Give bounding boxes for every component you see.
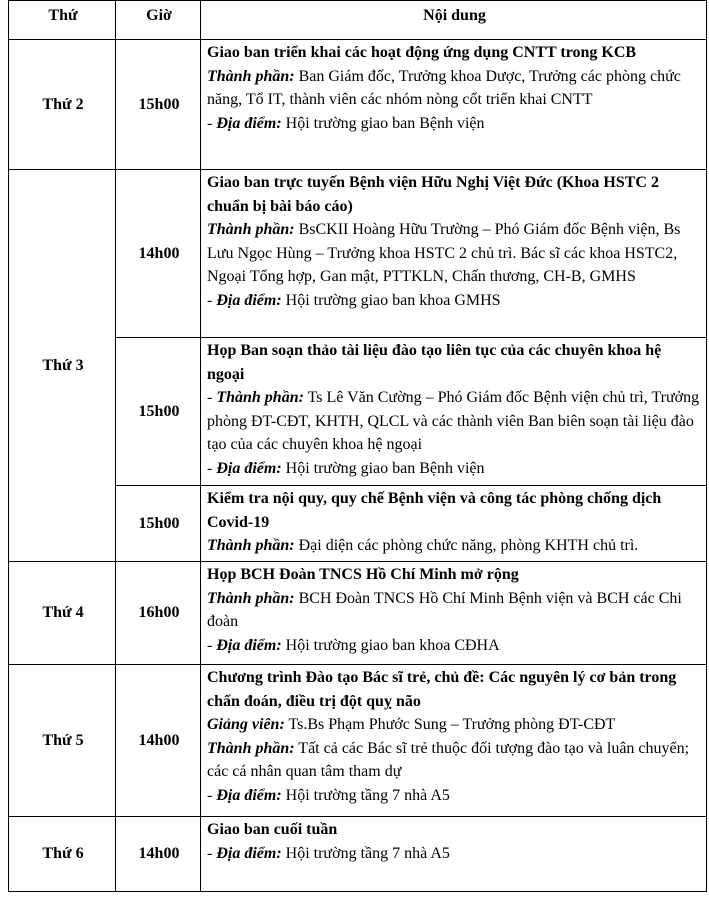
content-cell	[201, 338, 707, 486]
event-title: Kiểm tra nội quy, quy chế Bệnh viện và công tác phòng chống dịch Covid-19	[207, 490, 662, 531]
event-detail-line	[207, 112, 702, 136]
line-label: Thành phần:	[207, 221, 295, 238]
line-label: Địa điểm:	[216, 114, 282, 132]
line-prefix: -	[207, 389, 217, 406]
line-label: Địa điểm:	[216, 844, 282, 862]
line-text: Ban Giám đốc, Trưởng khoa Dược, Trưởng các phòng chức năng, Tổ IT, thành viên các nhóm nòng cốt triển khai CNTT	[207, 67, 681, 108]
line-label: Thành phần:	[207, 589, 295, 607]
line-prefix: -	[207, 786, 217, 804]
line-label: Địa điểm:	[216, 786, 282, 804]
line-text: BsCKII Hoàng Hữu Trường – Phó Giám đốc Bệnh viện, Bs Lưu Ngọc Hùng – Trưởng khoa HSTC 2 chủ trì. Bác sĩ các khoa HSTC2, Ngoại Tổng hợp, Gan mật, PTTKLN, Chấn thương, CH-B, GMHS	[207, 221, 681, 285]
event-detail-line	[207, 65, 702, 112]
content-cell	[201, 817, 707, 892]
line-text: Hội trường giao ban Bệnh viện	[281, 114, 485, 132]
table-row	[9, 562, 707, 665]
time-cell: 14h00	[116, 665, 201, 817]
event-title: Giao ban cuối tuần	[207, 821, 338, 838]
time-cell: 16h00	[116, 562, 201, 665]
line-prefix: -	[207, 636, 217, 654]
line-prefix: -	[207, 114, 217, 132]
header-row	[9, 1, 707, 40]
event-detail-line	[207, 534, 702, 558]
line-text: Hội trường giao ban Bệnh viện	[281, 459, 485, 477]
event-detail-line	[207, 218, 702, 289]
line-label: Thành phần:	[207, 739, 295, 757]
time-cell: 15h00	[116, 40, 201, 170]
line-label: Địa điểm:	[216, 636, 282, 654]
content-cell	[201, 170, 707, 338]
line-text: Ts Lê Văn Cường – Phó Giám đốc Bệnh viện chủ trì, Trưởng phòng ĐT-CĐT, KHTH, QLCL và các thành viên Ban biên soạn tài liệu đào tạo của các chuyên khoa hệ ngoại	[207, 389, 700, 453]
time-cell: 15h00	[116, 338, 201, 486]
table-row	[9, 170, 707, 338]
line-prefix: -	[207, 844, 217, 862]
time-cell: 15h00	[116, 486, 201, 562]
weekly-schedule-table	[8, 0, 707, 892]
line-label: Địa điểm:	[216, 459, 282, 477]
time-cell: 14h00	[116, 817, 201, 892]
header-time: Giờ	[116, 1, 201, 40]
table-row	[9, 817, 707, 892]
event-detail-line	[207, 587, 702, 634]
event-detail-line	[207, 737, 702, 784]
line-text: Ts.Bs Phạm Phước Sung – Trưởng phòng ĐT-CĐT	[284, 716, 616, 733]
time-cell: 14h00	[116, 170, 201, 338]
event-detail-line	[207, 842, 702, 866]
event-title: Giao ban triển khai các hoạt động ứng dụng CNTT trong KCB	[207, 44, 637, 61]
line-prefix: -	[207, 291, 217, 309]
event-detail-line	[207, 386, 702, 457]
line-label: Thành phần:	[207, 537, 295, 554]
day-cell: Thứ 6	[9, 817, 116, 892]
line-text: Hội trường giao ban khoa GMHS	[281, 291, 501, 309]
event-title: Họp Ban soạn thảo tài liệu đào tạo liên tục của các chuyên khoa hệ ngoại	[207, 342, 662, 383]
line-text: Hội trường tầng 7 nhà A5	[281, 786, 450, 804]
line-text: Hội trường tầng 7 nhà A5	[281, 844, 450, 862]
event-detail-line	[207, 634, 702, 658]
line-text: Hội trường giao ban khoa CĐHA	[281, 636, 500, 654]
line-label: Thành phần:	[207, 67, 295, 85]
content-cell	[201, 562, 707, 665]
table-row	[9, 40, 707, 170]
event-detail-line	[207, 457, 702, 481]
line-text: Đại diện các phòng chức năng, phòng KHTH chủ trì.	[294, 537, 639, 554]
table-row	[9, 665, 707, 817]
day-cell: Thứ 5	[9, 665, 116, 817]
day-cell: Thứ 3	[9, 170, 116, 562]
event-detail-line	[207, 713, 702, 737]
content-cell	[201, 486, 707, 562]
content-cell	[201, 665, 707, 817]
line-text: Tất cả các Bác sĩ trẻ thuộc đối tượng đào tạo và luân chuyển; các cá nhân quan tâm tham dự	[207, 739, 690, 780]
header-content: Nội dung	[201, 1, 707, 40]
header-day: Thứ	[9, 1, 116, 40]
event-title: Chương trình Đào tạo Bác sĩ trẻ, chủ đề: Các nguyên lý cơ bản trong chẩn đoán, điều trị đột quỵ não	[207, 669, 677, 710]
content-cell	[201, 40, 707, 170]
line-prefix: -	[207, 459, 217, 477]
line-label: Giảng viên:	[207, 716, 285, 733]
line-label: Thành phần:	[216, 389, 304, 406]
day-cell: Thứ 4	[9, 562, 116, 665]
event-detail-line	[207, 289, 702, 313]
event-title: Giao ban trực tuyến Bệnh viện Hữu Nghị Việt Đức (Khoa HSTC 2 chuẩn bị bài báo cáo)	[207, 174, 659, 215]
line-label: Địa điểm:	[216, 291, 282, 309]
event-title: Họp BCH Đoàn TNCS Hồ Chí Minh mở rộng	[207, 566, 519, 583]
line-text: BCH Đoàn TNCS Hồ Chí Minh Bệnh viện và BCH các Chi đoàn	[207, 589, 682, 630]
day-cell: Thứ 2	[9, 40, 116, 170]
event-detail-line	[207, 784, 702, 808]
